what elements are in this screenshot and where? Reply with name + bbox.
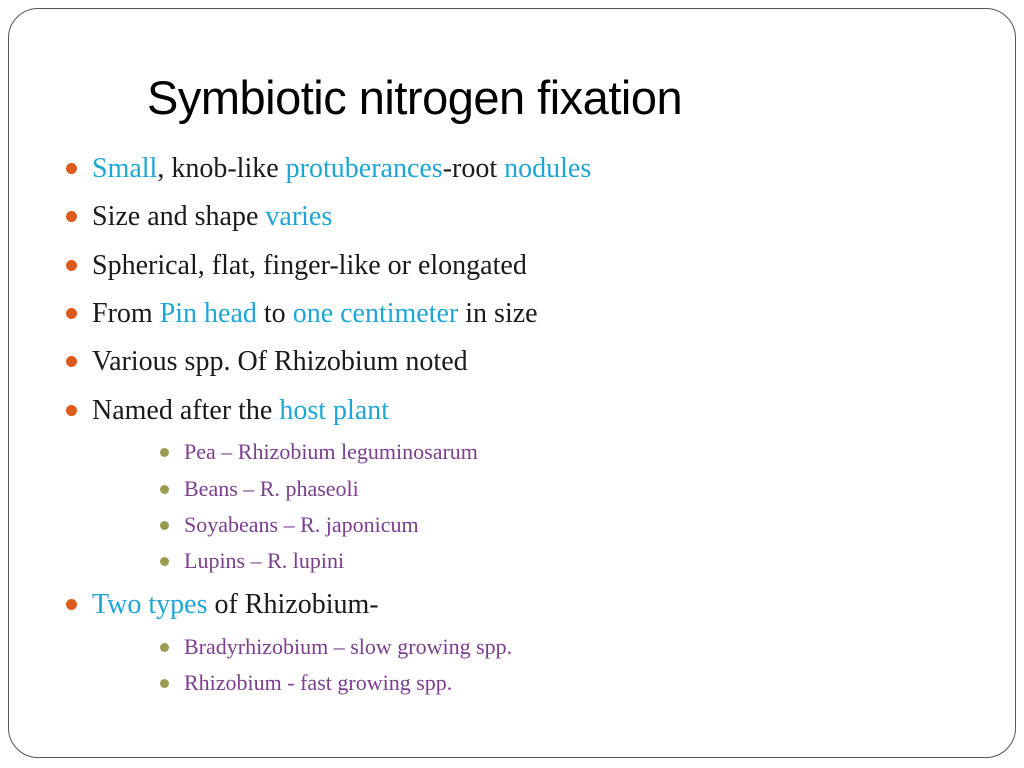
bullet-text: Named after the host plant <box>92 395 390 426</box>
bullet-text: Various spp. Of Rhizobium noted <box>92 346 468 377</box>
sub-bullet-icon <box>160 448 169 457</box>
sub-bullet-icon <box>160 521 169 530</box>
sub-bullet-text: Beans – R. phaseoli <box>184 476 359 501</box>
sub-bullet-text: Soyabeans – R. japonicum <box>184 512 419 537</box>
sub-bullet-text: Pea – Rhizobium leguminosarum <box>184 439 478 464</box>
bullet-icon <box>66 405 77 416</box>
sub-bullet-text: Lupins – R. lupini <box>184 548 345 573</box>
bullet-text: Two types of Rhizobium- <box>92 589 379 620</box>
sub-bullet-text: Bradyrhizobium – slow growing spp. <box>184 634 513 659</box>
slide-title: Symbiotic nitrogen fixation <box>147 71 683 124</box>
sub-bullet-icon <box>160 557 169 566</box>
bullet-text: Spherical, flat, finger-like or elongated <box>92 250 527 281</box>
sub-bullet-text: Rhizobium - fast growing spp. <box>184 670 453 695</box>
bullet-icon <box>66 211 77 222</box>
bullet-text: From Pin head to one centimeter in size <box>92 298 538 329</box>
bullet-icon <box>66 356 77 367</box>
bullet-text: Size and shape varies <box>92 201 333 232</box>
bullet-icon <box>66 260 77 271</box>
sub-bullet-icon <box>160 485 169 494</box>
sub-bullet-icon <box>160 643 169 652</box>
bullet-icon <box>66 163 77 174</box>
bullet-text: Small, knob-like protuberances-root nodules <box>92 153 592 184</box>
bullet-icon <box>66 599 77 610</box>
sub-bullet-icon <box>160 679 169 688</box>
bullet-icon <box>66 308 77 319</box>
